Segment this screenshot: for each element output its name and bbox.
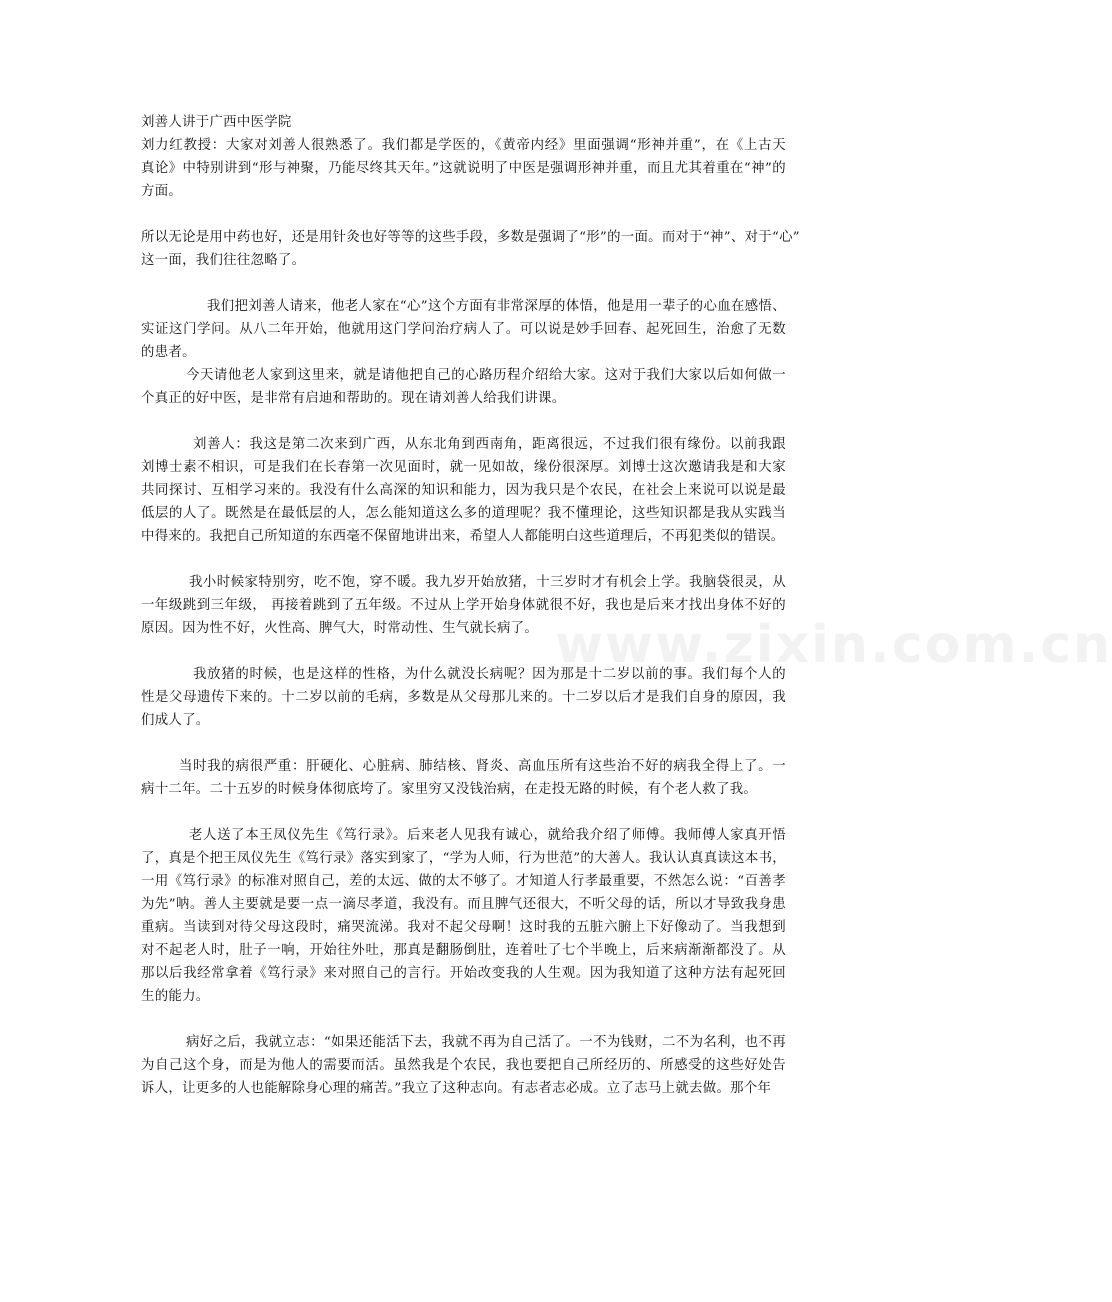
text-line: 低层的人了。既然是在最低层的人，怎么能知道这么多的道理呢？我不懂理论，这些知识都是我从实践当: [141, 506, 786, 521]
text-line: 刘善人：我这是第二次来到广西，从东北角到西南角，距离很远，不过我们很有缘份。以前我跟: [193, 437, 786, 452]
paragraph: [141, 663, 786, 732]
text-line: 病好之后，我就立志：“如果还能活下去，我就不再为自己活了。一不为钱财，二不为名利，也不再: [186, 1035, 786, 1050]
text-line: 了，真是个把王凤仪先生《笃行录》落实到家了，“学为人师，行为世范”的大善人。我认认真真读这本书，: [141, 851, 786, 866]
text-line: 原因。因为性不好，火性高、脾气大，时常动性、生气就长病了。: [141, 621, 539, 636]
paragraph-gap: [141, 410, 786, 433]
paragraph: [141, 571, 786, 640]
text-line: 的患者。: [141, 345, 196, 360]
text-line: 一用《笃行录》的标准对照自己，差的太远、做的太不够了。才知道人行孝最重要，不然怎么说：“百善孝: [141, 874, 786, 889]
text-line: 一年级跳到三年级， 再接着跳到了五年级。不过从上学开始身体就很不好，我也是后来才找出身体不好的: [141, 598, 786, 613]
text-line: 生的能力。: [141, 989, 210, 1004]
text-line: 真论》中特别讲到“形与神聚，乃能尽终其天年。”这就说明了中医是强调形神并重，而且尤其着重在“神”的: [141, 161, 786, 176]
paragraph: [141, 364, 786, 410]
text-line: 重病。当读到对待父母这段时，痛哭流涕。我对不起父母啊！这时我的五脏六腑上下好像动了。当我想到: [141, 920, 786, 935]
paragraph: [141, 824, 786, 1008]
text-line: 刘博士素不相识，可是我们在长春第一次见面时，就一见如故，缘份很深厚。刘博士这次邀请我是和大家: [141, 460, 786, 475]
paragraph-gap: [141, 640, 786, 663]
text-line: 今天请他老人家到这里来，就是请他把自己的心路历程介绍给大家。这对于我们大家以后如何做一: [186, 368, 786, 383]
paragraph: [141, 755, 786, 801]
text-line: 这一面，我们往往忽略了。: [141, 253, 306, 268]
paragraph-gap: [141, 801, 786, 824]
text-line: 方面。: [141, 184, 183, 199]
paragraph: [141, 433, 786, 548]
text-line: 个真正的好中医，是非常有启迪和帮助的。现在请刘善人给我们讲课。: [141, 391, 566, 406]
document-page: [141, 111, 800, 1100]
text-line: 们成人了。: [141, 713, 210, 728]
text-line: 性是父母遗传下来的。十二岁以前的毛病，多数是从父母那儿来的。十二岁以后才是我们自身的原因，我: [141, 690, 786, 705]
text-line: 病十二年。二十五岁的时候身体彻底垮了。家里穷又没钱治病，在走投无路的时候，有个老人救了我。: [141, 782, 758, 797]
paragraph: [141, 1031, 786, 1100]
watermark: www.zixin.com.cn: [555, 615, 1112, 675]
paragraph-gap: [141, 1008, 786, 1031]
text-line: 对不起老人时，肚子一响，开始往外吐，那真是翻肠倒肚，连着吐了七个半晚上，后来病渐渐都没了。从: [141, 943, 786, 958]
text-line: 实证这门学问。从八二年开始，他就用这门学问治疗病人了。可以说是妙手回春、起死回生，治愈了无数: [141, 322, 786, 337]
text-line: 我放猪的时候，也是这样的性格，为什么就没长病呢？因为那是十二岁以前的事。我们每个人的: [193, 667, 786, 682]
text-line: 为先”呐。善人主要就是要一点一滴尽孝道，我没有。而且脾气还很大，不听父母的话，所以才导致我身患: [141, 897, 786, 912]
text-line: 我们把刘善人请来，他老人家在“心”这个方面有非常深厚的体悟，他是用一辈子的心血在感悟、: [207, 299, 786, 314]
text-line: 那以后我经常拿着《笃行录》来对照自己的言行。开始改变我的人生观。因为我知道了这种方法有起死回: [141, 966, 786, 981]
paragraph-gap: [141, 272, 786, 295]
document-title: 刘善人讲于广西中医学院: [141, 115, 292, 130]
paragraph-gap: [141, 548, 786, 571]
text-line: 我小时候家特别穷，吃不饱，穿不暖。我九岁开始放猪，十三岁时才有机会上学。我脑袋很灵，从: [189, 575, 786, 590]
text-line: 所以无论是用中药也好，还是用针灸也好等等的这些手段，多数是强调了“形”的一面。而对于“神”、对于“心”: [141, 230, 800, 245]
text-line: 老人送了本王凤仪先生《笃行录》。后来老人见我有诚心，就给我介绍了师傅。我师傅人家真开悟: [189, 828, 786, 843]
document-body: [141, 134, 800, 1100]
paragraph-gap: [141, 732, 786, 755]
paragraph-gap: [141, 203, 786, 226]
paragraph: [141, 134, 786, 203]
paragraph: [141, 226, 800, 272]
paragraph: [141, 295, 786, 364]
text-line: 中得来的。我把自己所知道的东西毫不保留地讲出来，希望人人都能明白这些道理后，不再犯类似的错误。: [141, 529, 785, 544]
text-line: 为自己这个身，而是为他人的需要而活。虽然我是个农民，我也要把自己所经历的、所感受的这些好处告: [141, 1058, 786, 1073]
text-line: 共同探讨、互相学习来的。我没有什么高深的知识和能力，因为我只是个农民，在社会上来说可以说是最: [141, 483, 786, 498]
text-line: 当时我的病很严重：肝硬化、心脏病、肺结核、肾炎、高血压所有这些治不好的病我全得上了。一: [179, 759, 786, 774]
text-line: 诉人，让更多的人也能解除身心理的痛苦。”我立了这种志向。有志者志必成。立了志马上就去做。那个年: [141, 1081, 772, 1096]
text-line: 刘力红教授：大家对刘善人很熟悉了。我们都是学医的，《黄帝内经》里面强调“形神并重”，在《上古天: [141, 138, 786, 153]
